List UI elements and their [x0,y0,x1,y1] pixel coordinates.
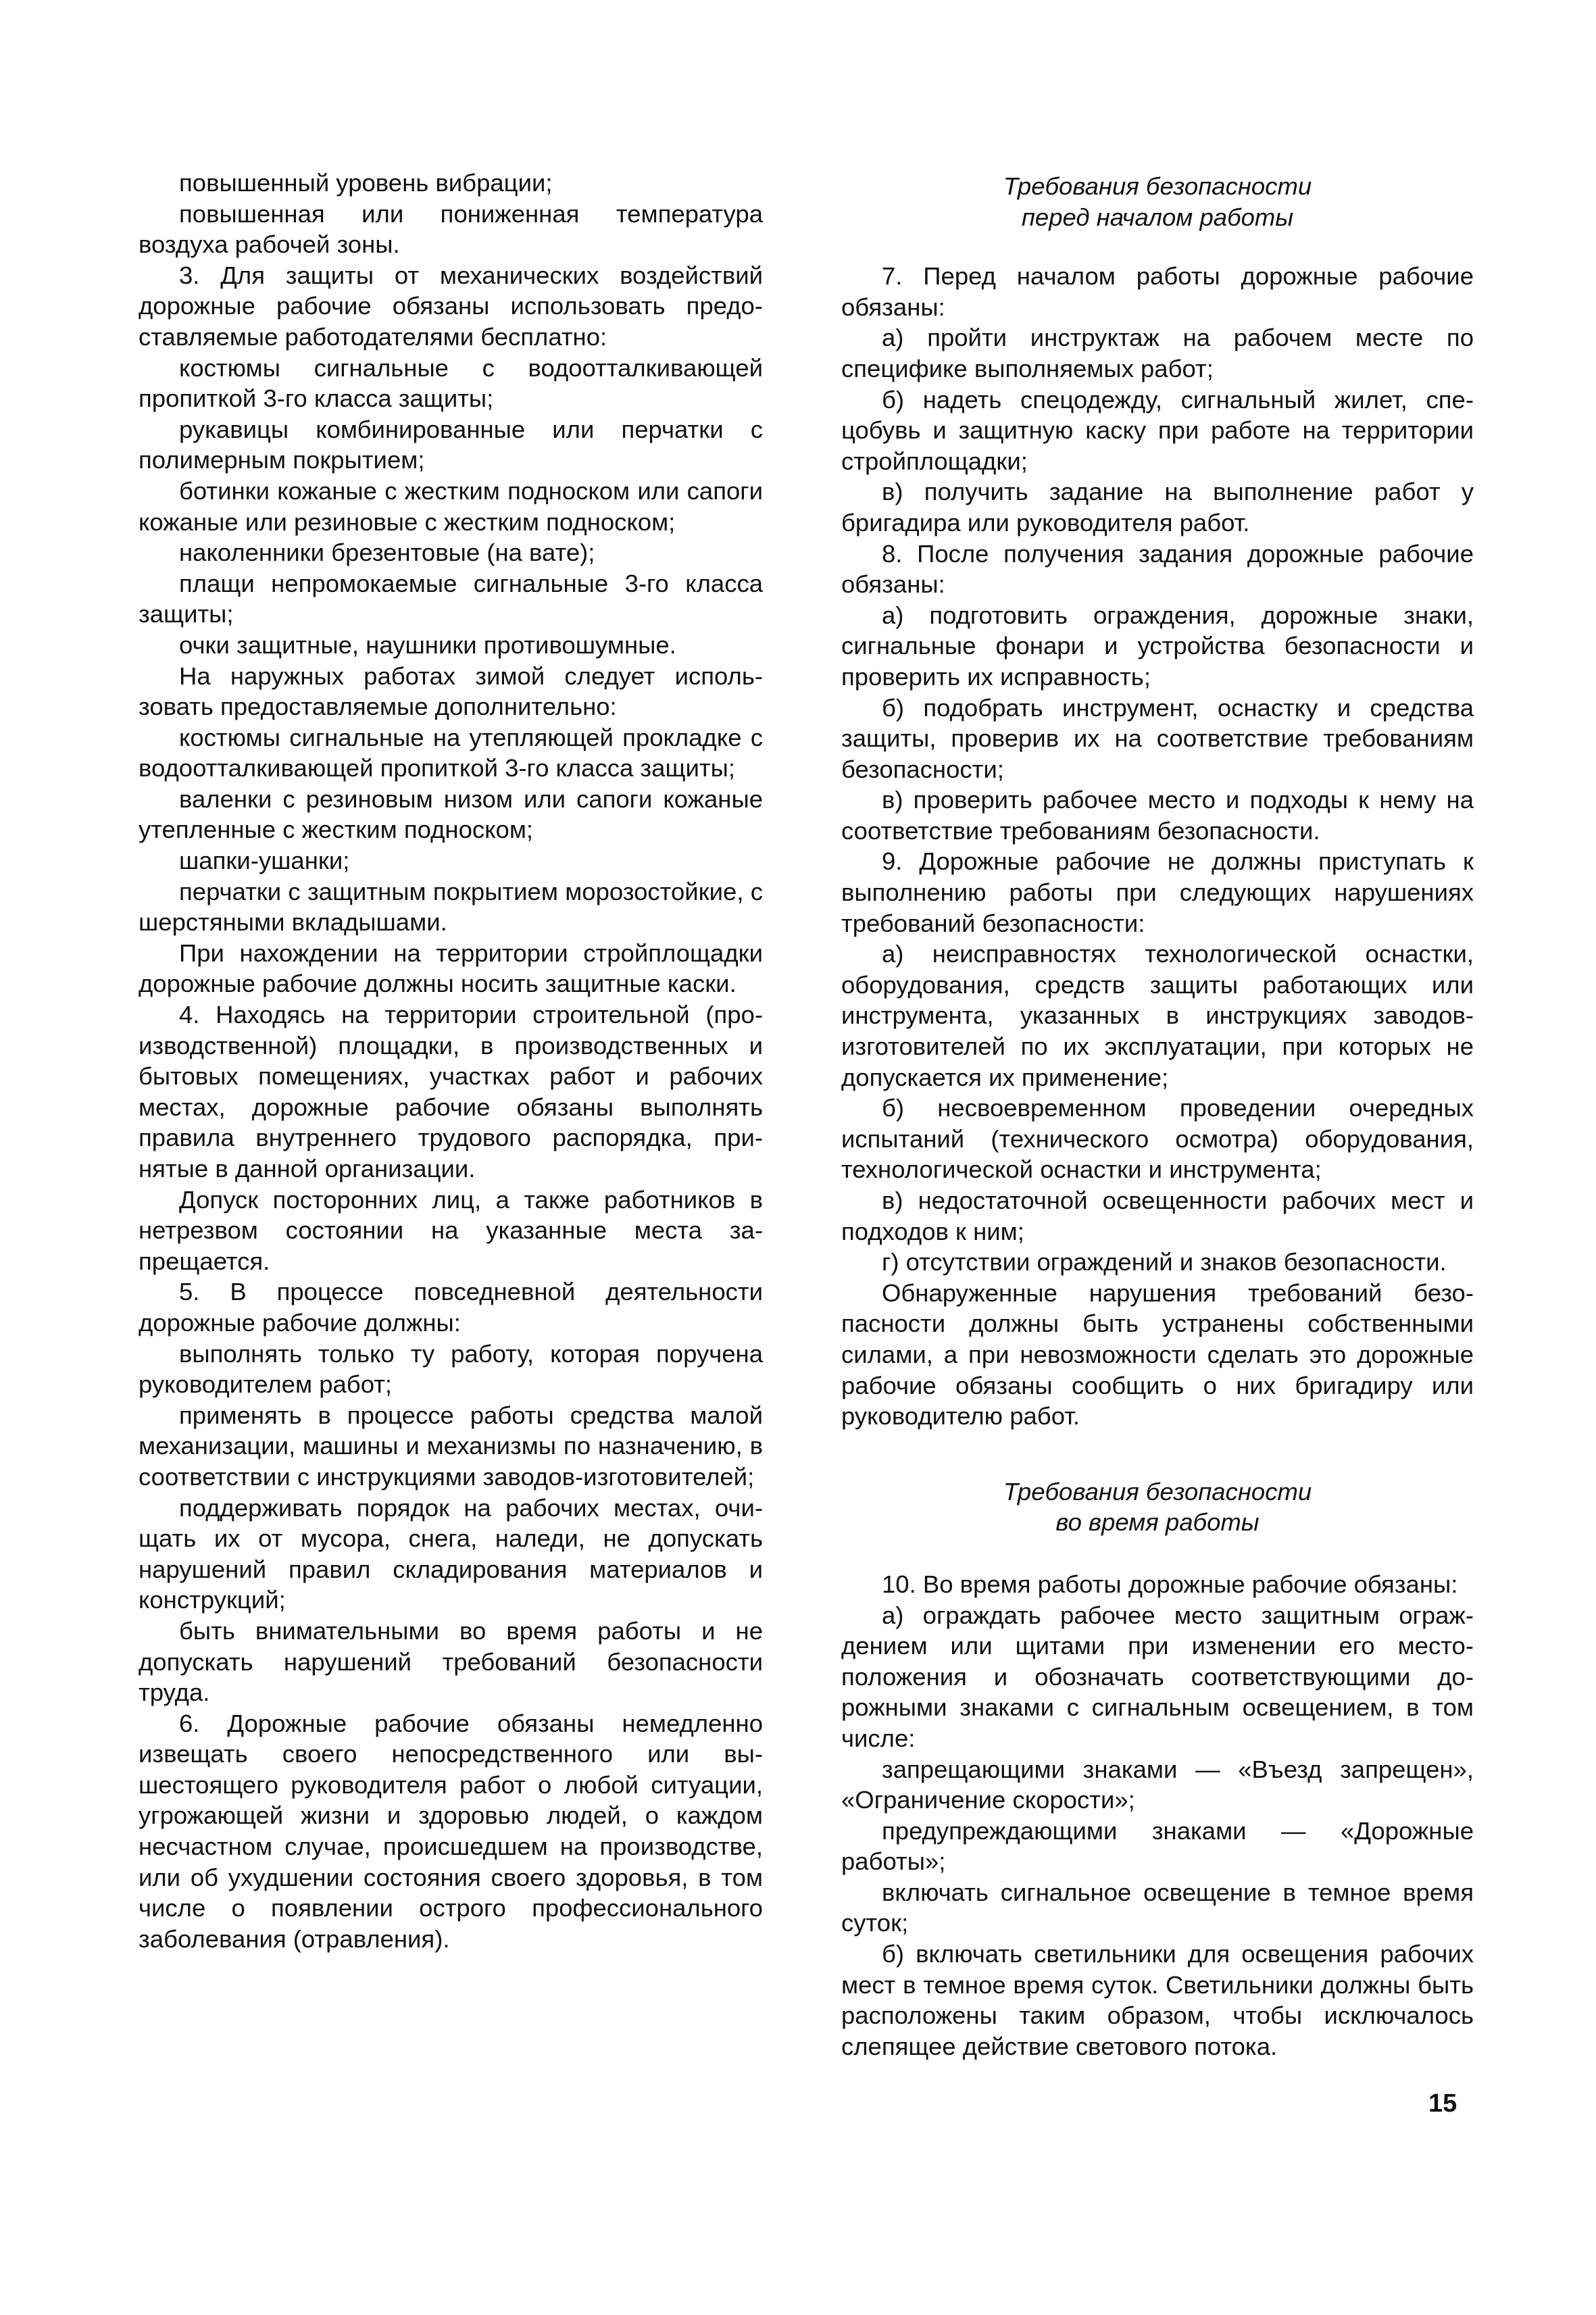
heading-line: перед началом работы [1021,203,1294,231]
paragraph: применять в процессе работы средства малой механизации, машины и механизмы по назначению, в соответствии с инструкциями заводов-изготовителей; [139,1401,763,1491]
paragraph: повышенная или пониженная температура воздуха рабочей зоны. [139,199,763,259]
paragraph: а) пройти инструктаж на рабочем месте по специфике выполняемых работ; [841,324,1474,382]
page-number: 15 [1428,2089,1457,2118]
paragraph: 8. После получения задания дорожные рабочие обязаны: [841,539,1474,599]
paragraph: 5. В процессе повседневной деятельности дорожные рабочие должны: [139,1278,763,1337]
paragraph: в) недостаточной освещенности рабочих мест и подходов к ним; [841,1187,1474,1245]
paragraph: плащи непромокаемые сигнальные 3-го класса защиты; [139,569,763,628]
paragraph: шапки-ушанки; [179,847,350,875]
heading-line: Требования безопасности [1003,1477,1312,1505]
paragraph: очки защитные, наушники противошумные. [179,630,676,659]
paragraph: костюмы сигнальные с водоотталкивающей пропиткой 3-го класса защиты; [139,353,763,413]
paragraph: При нахождении на территории стройплощадки дорожные рабочие должны носить защитные каски. [139,939,763,998]
paragraph: б) несвоевременном проведении очередных испытаний (технического осмотра) оборудования, технологической оснастки и инструмента; [841,1094,1474,1184]
paragraph: Допуск посторонних лиц, а также работников в нетрезвом состоянии на указанные места запрещается. [139,1185,763,1275]
paragraph: 6. Дорожные рабочие обязаны немедленно извещать своего непосредственного или вышестоящего руководителя работ о любой ситуации, угрожающей жизни и здоровью людей, о каждом несчастном случае, происшедшем на производстве, или об ухудшении состояния своего здоровья, в том числе о появлении острого профессионального заболевания (отравления). [139,1709,763,1953]
paragraph: а) неисправностях технологической оснастки, оборудования, средств защиты работающих или инструмента, указанных в инструкциях заводов-изготовителей по их эксплуатации, при которых не допускается их применение; [841,940,1474,1091]
paragraph: костюмы сигнальные на утепляющей прокладке с водоотталкивающей пропиткой 3-го класса защиты; [139,723,763,782]
paragraph: перчатки с защитным покрытием морозостойкие, с шерстяными вкладышами. [139,877,763,937]
paragraph: в) проверить рабочее место и подходы к нему на соответствие требованиям безопасности. [841,786,1474,845]
paragraph: 4. Находясь на территории строительной (производственной) площадки, в производственных и бытовых помещениях, участках работ и рабочих местах, дорожные рабочие обязаны выполнять правила внутреннего трудового распорядка, принятые в данной организации. [139,1001,763,1183]
paragraph: в) получить задание на выполнение работ у бригадира или руководителя работ. [841,478,1474,537]
paragraph: включать сигнальное освещение в темное время суток; [841,1878,1474,1937]
paragraph: 3. Для защиты от механических воздействий дорожные рабочие обязаны использовать предоставляемые работодателями бесплатно: [139,261,763,351]
right-column [841,171,1474,2062]
paragraph: поддерживать порядок на рабочих местах, очищать их от мусора, снега, наледи, не допускать нарушений правил складирования материалов и конструкций; [139,1493,763,1614]
paragraph: наколенники брезентовые (на вате); [179,539,595,567]
paragraph: ботинки кожаные с жестким подноском или сапоги кожаные или резиновые с жестким подноском; [139,476,763,536]
left-column [139,168,763,1954]
paragraph: запрещающими знаками — «Въезд запрещен», «Ограничение скорости»; [841,1755,1474,1814]
section-heading-before-work [841,171,1474,232]
paragraph: а) ограждать рабочее место защитным ограждением или щитами при изменении его местоположения и обозначать соответствующими дорожными знаками с сигнальным освещением, в том числе: [841,1601,1474,1752]
paragraph: валенки с резиновым низом или сапоги кожаные утепленные с жестким подноском; [139,785,763,844]
paragraph: б) подобрать инструмент, оснастку и средства защиты, проверив их на соответствие требованиям безопасности; [841,693,1474,783]
paragraph: б) включать светильники для освещения рабочих мест в темное время суток. Светильники должны быть расположены таким образом, чтобы исключалось слепящее действие светового потока. [841,1940,1474,2060]
paragraph: выполнять только ту работу, которая поручена руководителем работ; [139,1339,763,1399]
paragraph: б) надеть спецодежду, сигнальный жилет, спецобувь и защитную каску при работе на территории стройплощадки; [841,385,1474,475]
paragraph: рукавицы комбинированные или перчатки с полимерным покрытием; [139,415,763,474]
paragraph: 9. Дорожные рабочие не должны приступать к выполнению работы при следующих нарушениях требований безопасности: [841,847,1474,937]
paragraph: На наружных работах зимой следует использовать предоставляемые дополнительно: [139,662,763,721]
paragraph: предупреждающими знаками — «Дорожные работы»; [841,1816,1474,1876]
paragraph: повышенный уровень вибрации; [179,169,553,197]
section-heading-during-work [841,1476,1474,1538]
paragraph: Обнаруженные нарушения требований безопасности должны быть устранены собственными силами, а при невозможности сделать это дорожные рабочие обязаны сообщить о них бригадиру или руководителю работ. [841,1278,1474,1430]
paragraph: быть внимательными во время работы и не допускать нарушений требований безопасности труда. [139,1616,763,1707]
heading-line: Требования безопасности [1003,172,1312,200]
paragraph: а) подготовить ограждения, дорожные знаки, сигнальные фонари и устройства безопасности и проверить их исправность; [841,601,1474,691]
paragraph: г) отсутствии ограждений и знаков безопасности. [882,1248,1447,1276]
paragraph: 10. Во время работы дорожные рабочие обязаны: [882,1570,1458,1598]
paragraph: 7. Перед началом работы дорожные рабочие обязаны: [841,262,1474,321]
heading-line: во время работы [1055,1508,1260,1537]
